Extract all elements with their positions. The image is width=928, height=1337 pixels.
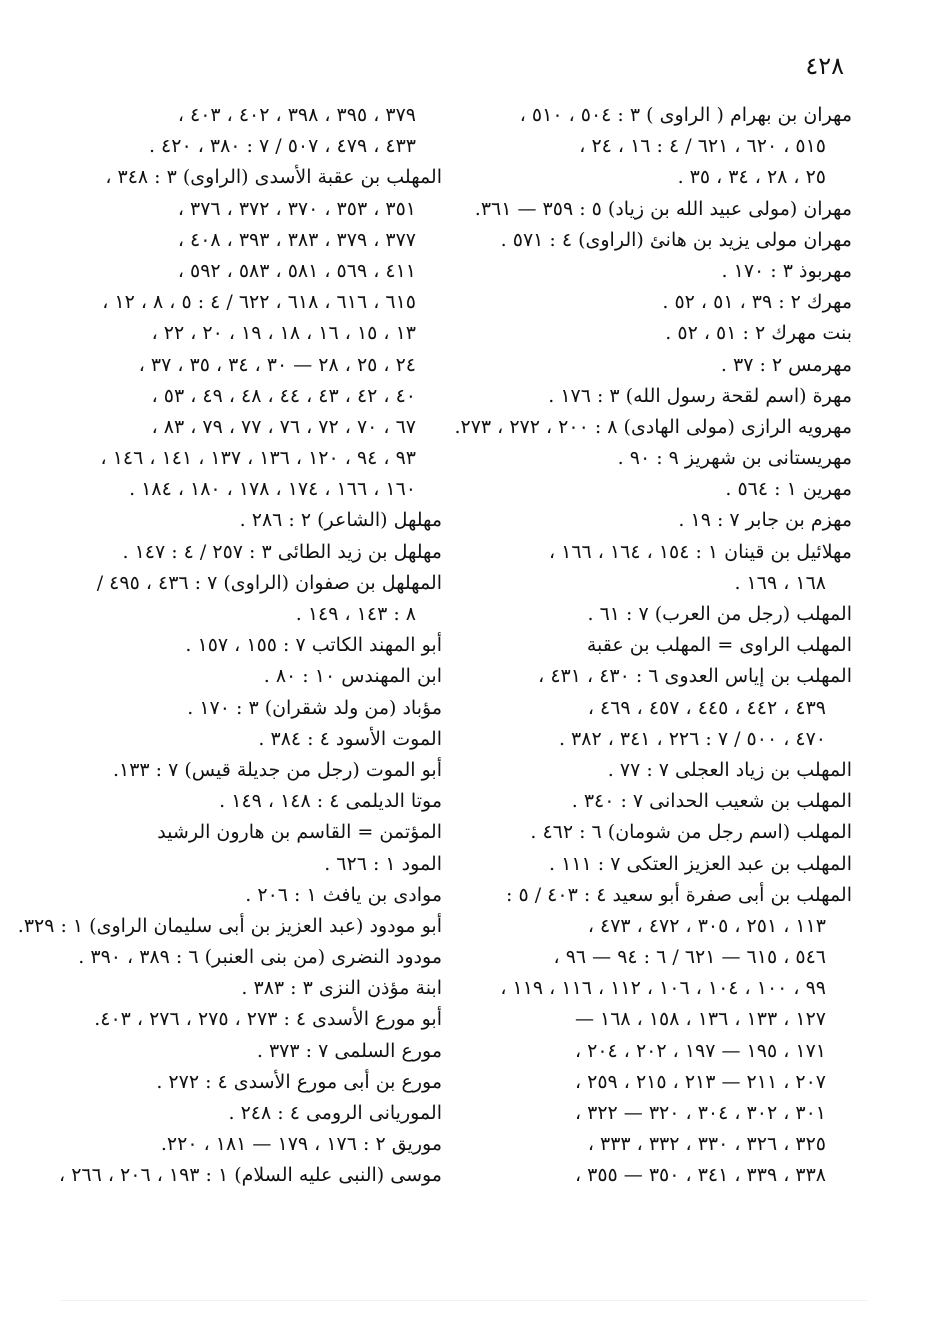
index-entry: مهريستانى بن شهريز ٩ : ٩٠ . xyxy=(617,447,852,470)
index-entry: مهران مولى يزيد بن هانئ (الراوى) ٤ : ٥٧١ . xyxy=(500,228,852,251)
index-entry: بنت مهرك ٢ : ٥١ ، ٥٢ . xyxy=(665,322,852,345)
index-entry-continuation: ٥٤٦ ، ٦١٥ — ٦٢١ / ٦ : ٩٤ — ٩٦ ، xyxy=(553,946,826,969)
index-entry: أبو مودود (عبد العزيز بن أبى سليمان الراوى) ١ : ٣٢٩. xyxy=(17,914,442,937)
index-entry: مهزم بن جابر ٧ : ١٩ . xyxy=(678,509,852,532)
index-entry-continuation: ٢٤ ، ٢٥ ، ٢٨ — ٣٠ ، ٣٤ ، ٣٥ ، ٣٧ ، xyxy=(138,353,416,376)
index-entry-continuation: ٩٣ ، ٩٤ ، ١٢٠ ، ١٣٦ ، ١٣٧ ، ١٤١ ، ١٤٦ ، xyxy=(100,447,416,470)
index-column-left xyxy=(17,100,442,1192)
index-entry-continuation: ٣٧٩ ، ٣٩٥ ، ٣٩٨ ، ٤٠٢ ، ٤٠٣ ، xyxy=(177,104,416,126)
index-entry: مهرين ١ : ٥٦٤ . xyxy=(725,478,852,501)
index-entry: موريق ٢ : ١٧٦ ، ١٧٩ — ١٨١ ، ٢٢٠. xyxy=(160,1133,442,1156)
index-entry: ابن المهندس ١٠ : ٨٠ . xyxy=(263,665,442,688)
index-entry-continuation: ٣٠١ ، ٣٠٢ ، ٣٠٤ ، ٣٢٠ — ٣٢٢ ، xyxy=(574,1102,826,1124)
index-entry: مهلائيل بن قينان ١ : ١٥٤ ، ١٦٤ ، ١٦٦ ، xyxy=(548,540,852,563)
index-entry-continuation: ٦١٥ ، ٦١٦ ، ٦١٨ ، ٦٢٢ / ٤ : ٥ ، ٨ ، ١٢ ، xyxy=(102,291,416,314)
index-entry-continuation: ٩٩ ، ١٠٠ ، ١٠٤ ، ١٠٦ ، ١١٢ ، ١١٦ ، ١١٩ ، xyxy=(500,977,826,1000)
index-entry: أبو المهند الكاتب ٧ : ١٥٥ ، ١٥٧ . xyxy=(185,634,442,657)
index-entry-continuation: ٣٥١ ، ٣٥٣ ، ٣٧٠ ، ٣٧٢ ، ٣٧٦ ، xyxy=(177,197,416,220)
index-entry-continuation: ٦٧ ، ٧٠ ، ٧٢ ، ٧٦ ، ٧٧ ، ٧٩ ، ٨٣ ، xyxy=(151,415,416,438)
index-entry: مورع بن أبى مورع الأسدى ٤ : ٢٧٢ . xyxy=(156,1070,442,1093)
index-entry: مهرة (اسم لقحة رسول الله) ٣ : ١٧٦ . xyxy=(548,384,852,407)
index-entry: مهرويه الرازى (مولى الهادى) ٨ : ٢٠٠ ، ٢٧٢ ، ٢٧٣. xyxy=(454,415,852,438)
index-entry: المهلب (اسم رجل من شومان) ٦ : ٤٦٢ . xyxy=(530,821,852,844)
index-entry: موادى بن يافث ١ : ٢٠٦ . xyxy=(245,883,442,906)
index-entry: مهرمس ٢ : ٣٧ . xyxy=(720,353,852,376)
index-entry: أبو الموت (رجل من جديلة قيس) ٧ : ١٣٣. xyxy=(112,758,442,781)
index-entry: ابنة مؤذن النزى ٣ : ٣٨٣ . xyxy=(241,977,442,1000)
index-entry: الموريانى الرومى ٤ : ٢٤٨ . xyxy=(228,1102,442,1124)
index-entry-continuation: ١١٣ ، ٢٥١ ، ٣٠٥ ، ٤٧٢ ، ٤٧٣ ، xyxy=(587,914,826,937)
index-entry-continuation: ٥١٥ ، ٦٢٠ ، ٦٢١ / ٤ : ١٦ ، ٢٤ ، xyxy=(579,135,826,158)
index-entry: المهلب بن إياس العدوى ٦ : ٤٣٠ ، ٤٣١ ، xyxy=(538,665,852,688)
index-entry-continuation: ١٧١ ، ١٩٥ — ١٩٧ ، ٢٠٢ ، ٢٠٤ ، xyxy=(574,1039,826,1062)
index-entry: مهلهل (الشاعر) ٢ : ٢٨٦ . xyxy=(239,509,442,532)
index-entry: موتا الديلمى ٤ : ١٤٨ ، ١٤٩ . xyxy=(219,790,442,813)
index-entry-continuation: ٣٢٥ ، ٣٢٦ ، ٣٣٠ ، ٣٣٢ ، ٣٣٣ ، xyxy=(587,1133,826,1156)
index-column-right xyxy=(454,100,852,1192)
index-entry: المهلب بن عبد العزيز العتكى ٧ : ١١١ . xyxy=(549,852,852,875)
index-entry-continuation: ٣٣٨ ، ٣٣٩ ، ٣٤١ ، ٣٥٠ — ٣٥٥ ، xyxy=(574,1164,826,1187)
index-entry: المهلب (رجل من العرب) ٧ : ٦١ . xyxy=(587,603,852,625)
index-entry: أبو مورع الأسدى ٤ : ٢٧٣ ، ٢٧٥ ، ٢٧٦ ، ٤٠٣. xyxy=(94,1008,442,1031)
index-entry: مهلهل بن زيد الطائى ٣ : ٢٥٧ / ٤ : ١٤٧ . xyxy=(122,540,442,563)
index-entry: موسى (النبى عليه السلام) ١ : ١٩٣ ، ٢٠٦ ، ٢٦٦ ، xyxy=(59,1164,442,1187)
index-entry-continuation: ٢٥ ، ٢٨ ، ٣٤ ، ٣٥ . xyxy=(677,166,826,189)
index-entry-continuation: ١٦٠ ، ١٦٦ ، ١٧٤ ، ١٧٨ ، ١٨٠ ، ١٨٤ . xyxy=(129,478,416,501)
index-entry-continuation: ٤٧٠ ، ٥٠٠ / ٧ : ٢٢٦ ، ٣٤١ ، ٣٨٢ . xyxy=(558,727,826,750)
index-entry: المهلب بن أبى صفرة أبو سعيد ٤ : ٤٠٣ / ٥ : xyxy=(506,883,852,906)
page-bottom-edge xyxy=(60,1300,868,1301)
page-number: ٤٢٨ xyxy=(805,52,844,80)
index-entry-continuation: ٢٠٧ ، ٢١١ — ٢١٣ ، ٢١٥ ، ٢٥٩ ، xyxy=(574,1070,826,1093)
index-entry-continuation: ١٣ ، ١٥ ، ١٦ ، ١٨ ، ١٩ ، ٢٠ ، ٢٢ ، xyxy=(151,322,416,345)
index-entry: المهلب بن عقبة الأسدى (الراوى) ٣ : ٣٤٨ ، xyxy=(105,166,442,189)
index-entry-continuation: ٨ : ١٤٣ ، ١٤٩ . xyxy=(295,603,416,625)
index-entry-continuation: ١٦٨ ، ١٦٩ . xyxy=(734,571,826,594)
index-entry: المهلب بن زياد العجلى ٧ : ٧٧ . xyxy=(607,758,852,781)
index-entry-continuation: ٤٠ ، ٤٢ ، ٤٣ ، ٤٤ ، ٤٨ ، ٤٩ ، ٥٣ ، xyxy=(151,384,416,407)
index-entry: مهربوذ ٣ : ١٧٠ . xyxy=(721,259,852,282)
index-entry-continuation: ١٢٧ ، ١٣٣ ، ١٣٦ ، ١٥٨ ، ١٦٨ — xyxy=(574,1008,826,1031)
index-entry: مهران (مولى عبيد الله بن زياد) ٥ : ٣٥٩ — ٣٦١. xyxy=(474,197,852,220)
index-entry: المهلب بن شعيب الحدانى ٧ : ٣٤٠ . xyxy=(571,790,852,813)
index-entry: الموت الأسود ٤ : ٣٨٤ . xyxy=(258,727,442,750)
index-entry-continuation: ٤٣٩ ، ٤٤٢ ، ٤٤٥ ، ٤٥٧ ، ٤٦٩ ، xyxy=(587,696,826,719)
index-entry: المهلب الراوى = المهلب بن عقبة xyxy=(586,634,852,657)
index-entry-continuation: ٤٣٣ ، ٤٧٩ ، ٥٠٧ / ٧ : ٣٨٠ ، ٤٢٠ . xyxy=(148,135,416,158)
index-entry: مودود النضرى (من بنى العنبر) ٦ : ٣٨٩ ، ٣٩٠ . xyxy=(78,946,442,969)
index-entry: المهلهل بن صفوان (الراوى) ٧ : ٤٣٦ ، ٤٩٥ / xyxy=(96,571,442,594)
index-entry-continuation: ٤١١ ، ٥٦٩ ، ٥٨١ ، ٥٨٣ ، ٥٩٢ ، xyxy=(177,259,416,282)
index-entry: المود ١ : ٦٢٦ . xyxy=(324,852,442,875)
index-entry: مورع السلمى ٧ : ٣٧٣ . xyxy=(256,1039,442,1062)
index-entry-continuation: ٣٧٧ ، ٣٧٩ ، ٣٨٣ ، ٣٩٣ ، ٤٠٨ ، xyxy=(177,228,416,251)
index-entry: مهرك ٢ : ٣٩ ، ٥١ ، ٥٢ . xyxy=(662,291,852,314)
index-entry: مؤباد (من ولد شقران) ٣ : ١٧٠ . xyxy=(187,696,442,719)
index-entry: المؤتمن = القاسم بن هارون الرشيد xyxy=(157,821,442,844)
index-entry: مهران بن بهرام ( الراوى ) ٣ : ٥٠٤ ، ٥١٠ ، xyxy=(519,104,852,126)
